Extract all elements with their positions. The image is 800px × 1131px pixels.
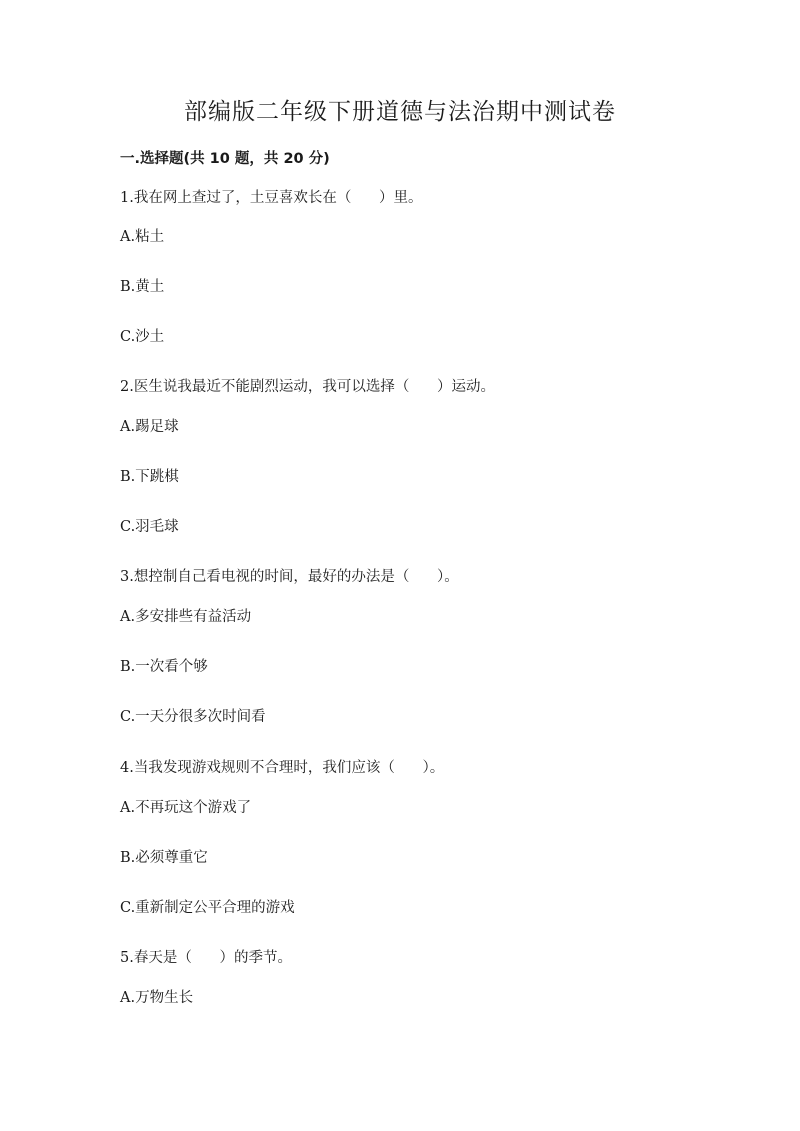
question-1-option-a: A.粘土 bbox=[120, 229, 165, 245]
question-4-option-b: B.必须尊重它 bbox=[120, 850, 208, 866]
question-4-stem: 4.当我发现游戏规则不合理时，我们应该（ ）。 bbox=[120, 760, 445, 776]
question-5-stem: 5.春天是（ ）的季节。 bbox=[120, 950, 292, 966]
question-2-option-c: C.羽毛球 bbox=[120, 519, 179, 535]
section-heading: 一.选择题(共 10 题，共 20 分) bbox=[120, 151, 330, 167]
question-1-option-b: B.黄土 bbox=[120, 279, 165, 295]
question-3-option-b: B.一次看个够 bbox=[120, 659, 208, 675]
question-3-stem: 3.想控制自己看电视的时间，最好的办法是（ ）。 bbox=[120, 569, 459, 585]
exam-title: 部编版二年级下册道德与法治期中测试卷 bbox=[184, 99, 616, 125]
question-4-option-c: C.重新制定公平合理的游戏 bbox=[120, 900, 295, 916]
question-5-option-a: A.万物生长 bbox=[120, 990, 194, 1006]
question-1-option-c: C.沙土 bbox=[120, 329, 165, 345]
question-4-option-a: A.不再玩这个游戏了 bbox=[120, 800, 252, 816]
question-2-stem: 2.医生说我最近不能剧烈运动，我可以选择（ ）运动。 bbox=[120, 379, 495, 395]
question-1-stem: 1.我在网上查过了，土豆喜欢长在（ ）里。 bbox=[120, 190, 423, 206]
question-2-option-b: B.下跳棋 bbox=[120, 469, 179, 485]
question-2-option-a: A.踢足球 bbox=[120, 419, 179, 435]
question-3-option-a: A.多安排些有益活动 bbox=[120, 609, 252, 625]
question-3-option-c: C.一天分很多次时间看 bbox=[120, 709, 266, 725]
